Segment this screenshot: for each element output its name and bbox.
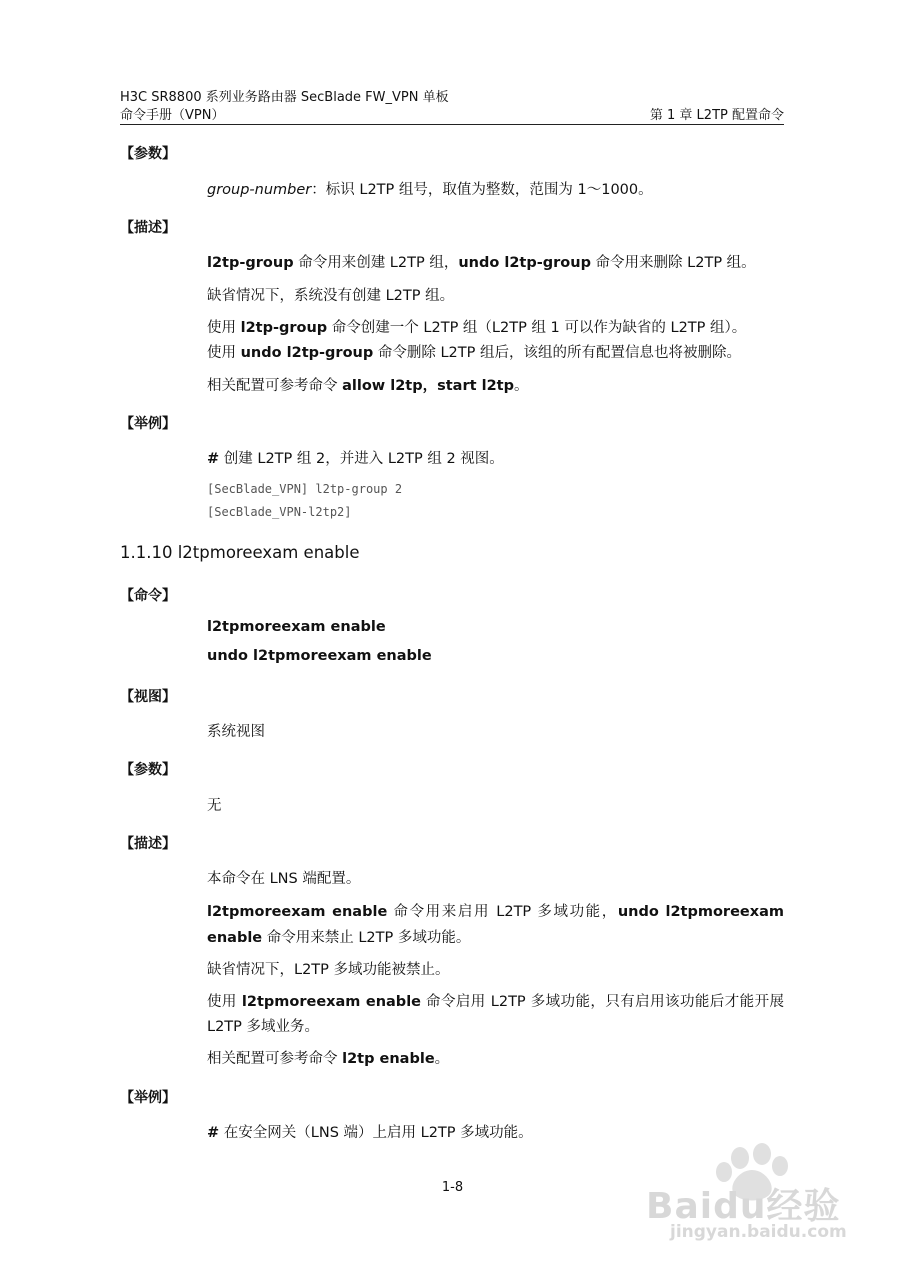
desc2-line-6: L2TP 多域业务。: [207, 1019, 320, 1035]
baidu-watermark: [640, 1140, 870, 1260]
param-text-2: 无: [207, 798, 222, 814]
header-chapter: 第 1 章 L2TP 配置命令: [649, 108, 784, 123]
cmd-l2tp-group: l2tp-group: [207, 255, 294, 271]
example2-line: [207, 1121, 533, 1142]
cmd-allow-l2tp: allow l2tp: [342, 378, 423, 394]
cmd-undo-l2tpmoreexam: undo l2tpmoreexam: [617, 904, 784, 920]
text: 命令用来创建 L2TP 组，: [293, 255, 459, 271]
desc-line-2: 缺省情况下，系统没有创建 L2TP 组。: [207, 288, 455, 304]
cmd-undo-l2tp-group: undo l2tp-group: [458, 255, 591, 271]
desc2-line-2: [207, 900, 784, 921]
text: 相关配置可参考命令: [207, 1051, 343, 1067]
cmd-start-l2tp: start l2tp: [437, 378, 514, 394]
cmd-enable: enable: [207, 930, 263, 946]
text: 在安全网关（LNS 端）上启用 L2TP 多域功能。: [219, 1125, 533, 1141]
desc2-line-3: [207, 926, 470, 947]
header-rule: [120, 124, 784, 125]
hash: #: [207, 451, 220, 467]
text: 命令启用 L2TP 多域功能，只有启用该功能后才能开展: [421, 994, 784, 1010]
desc2-line-1: 本命令在 LNS 端配置。: [207, 871, 361, 887]
page-number: 1-8: [441, 1180, 464, 1195]
desc-line-1: [207, 251, 756, 272]
text: 命令创建一个 L2TP 组（L2TP 组 1 可以作为缺省的 L2TP 组）。: [327, 320, 747, 336]
header-title: H3C SR8800 系列业务路由器 SecBlade FW_VPN 单板: [120, 90, 449, 105]
watermark-url: jingyan.baidu.com: [670, 1222, 847, 1242]
cmd-l2tp-enable: l2tp enable: [342, 1051, 435, 1067]
text: 命令用来删除 L2TP 组。: [590, 255, 756, 271]
cmd-undo-l2tp-group: undo l2tp-group: [240, 345, 374, 361]
text: 创建 L2TP 组 2，并进入 L2TP 组 2 视图。: [219, 451, 504, 467]
desc-line-4: [207, 341, 741, 362]
cmd-heading: 【命令】: [120, 588, 176, 604]
desc-heading: 【描述】: [120, 220, 176, 236]
watermark-brand: Baidu经验: [646, 1186, 841, 1227]
cmd-l2tp-group: l2tp-group: [240, 320, 328, 336]
text: 使用: [207, 994, 242, 1010]
text: 相关配置可参考命令: [207, 378, 343, 394]
desc2-line-7: [207, 1047, 449, 1068]
text: 命令删除 L2TP 组后，该组的所有配置信息也将被删除。: [373, 345, 741, 361]
cmd-line-1: l2tpmoreexam enable: [207, 619, 386, 635]
separator: ，: [422, 378, 438, 394]
view-text: 系统视图: [207, 724, 265, 740]
example-heading-2: 【举例】: [120, 1090, 176, 1106]
desc-line-3: [207, 316, 746, 337]
text: 使用: [207, 320, 241, 336]
param-heading: 【参数】: [120, 146, 176, 162]
text: 命令用来禁止 L2TP 多域功能。: [262, 930, 471, 946]
param-line: [207, 178, 653, 199]
desc-heading-2: 【描述】: [120, 836, 176, 852]
code-line-2: [SecBlade_VPN-l2tp2]: [207, 505, 352, 519]
desc2-line-4: 缺省情况下，L2TP 多域功能被禁止。: [207, 962, 450, 978]
header-manual: 命令手册（VPN）: [120, 108, 225, 123]
section-title: 1.1.10 l2tpmoreexam enable: [120, 543, 360, 562]
view-heading: 【视图】: [120, 689, 176, 705]
text: 。: [434, 1051, 450, 1067]
cmd-line-2: undo l2tpmoreexam enable: [207, 648, 432, 664]
example-line: [207, 447, 504, 468]
param-desc: ：标识 L2TP 组号，取值为整数，范围为 1～1000。: [311, 182, 653, 198]
code-line-1: [SecBlade_VPN] l2tp-group 2: [207, 482, 403, 496]
desc2-line-5: [207, 990, 784, 1011]
param-heading-2: 【参数】: [120, 762, 176, 778]
text: 使用: [207, 345, 241, 361]
example-heading: 【举例】: [120, 416, 176, 432]
text: 命令用来启用 L2TP 多域功能，: [387, 904, 618, 920]
cmd-l2tpmoreexam-enable: l2tpmoreexam enable: [207, 904, 388, 920]
hash: #: [207, 1125, 220, 1141]
desc-line-5: [207, 374, 528, 395]
cmd-l2tpmoreexam-enable: l2tpmoreexam enable: [241, 994, 421, 1010]
text: 。: [513, 378, 529, 394]
param-name: group-number: [207, 182, 312, 198]
